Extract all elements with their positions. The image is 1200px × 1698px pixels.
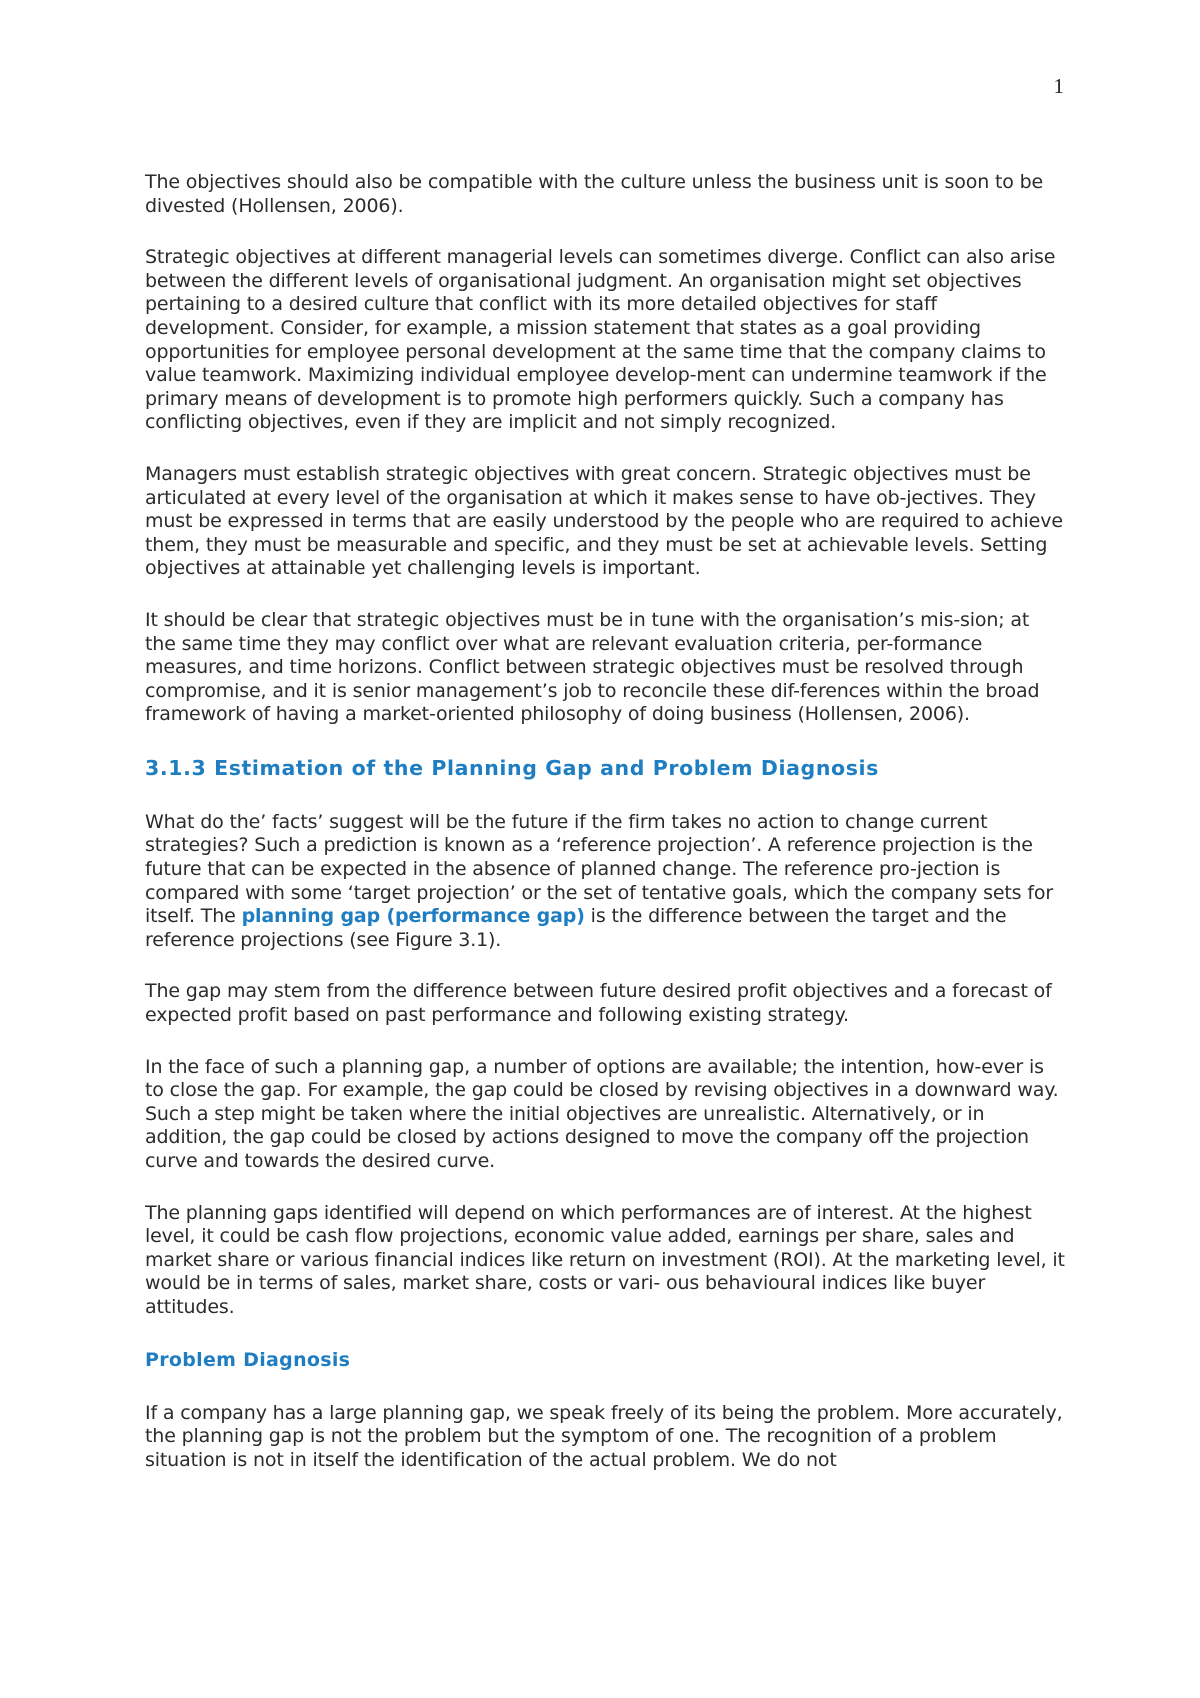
paragraph-culture-compatibility: The objectives should also be compatible with the culture unless the business unit is soon to be divested (Hollensen, 2006). xyxy=(145,171,1044,217)
paragraph-problem-diagnosis: If a company has a large planning gap, we speak freely of its being the problem. More accurately, the planning gap is not the problem but the symptom of one. The recognition of a problem situation is not in itself the identification of the actual problem. We do not xyxy=(145,1401,1063,1471)
paragraph-diverging-objectives: Strategic objectives at different managerial levels can sometimes diverge. Conflict can also arise between the different levels of organisational judgment. An organisation might set objectives pertaining to a desired culture that conflict with its more detailed objectives for staff development. Consider, for example, a mission statement that states as a goal providing opportunities for employee personal development at the same time that the company claims to value teamwork. Maximizing individual employee develop-ment can undermine teamwork if the primary means of development is to promote high performers quickly. Such a company has conflicting objectives, even if they are implicit and not simply recognized. xyxy=(145,246,1056,434)
paragraph-mission-tune: It should be clear that strategic objectives must be in tune with the organisation’s mis-sion; at the same time they may conflict over what are relevant evaluation criteria, per-formance measures, and time horizons. Conflict between strategic objectives must be resolved through compromise, and it is senior management’s job to reconcile these dif-ferences within the broad framework of having a market-oriented philosophy of doing business (Hollensen, 2006). xyxy=(145,608,1040,726)
paragraph-text-after: is the difference between the target and the reference projections (see Figure 3.1). xyxy=(145,905,1007,951)
paragraph-establish-objectives: Managers must establish strategic objectives with great concern. Strategic objectives must be articulated at every level of the organisation at which it makes sense to have ob-jectives. They must be expressed in terms that are easily understood by the people who are required to achieve them, they must be measurable and specific, and they must be set at achievable levels. Setting objectives at attainable yet challenging levels is important. xyxy=(145,462,1063,580)
paragraph-reference-projection xyxy=(145,811,1065,953)
planning-gap-term: planning gap (performance gap) xyxy=(241,905,585,928)
section-heading-planning-gap: 3.1.3 Estimation of the Planning Gap and Problem Diagnosis xyxy=(145,755,879,780)
paragraph-performance-levels: The planning gaps identified will depend on which performances are of interest. At the highest level, it could be cash flow projections, economic value added, earnings per share, sales and market share or various financial indices like return on investment (ROI). At the marketing level, it would be in terms of sales, market share, costs or vari- ous behavioural indices like buyer attitudes. xyxy=(145,1201,1065,1318)
subheading-problem-diagnosis: Problem Diagnosis xyxy=(145,1348,351,1371)
paragraph-closing-gap: In the face of such a planning gap, a number of options are available; the intention, how-ever is to close the gap. For example, the gap could be closed by revising objectives in a downward way. Such a step might be taken where the initial objectives are unrealistic. Alternatively, or in addition, the gap could be closed by actions designed to move the company off the projection curve and towards the desired curve. xyxy=(145,1055,1059,1172)
document-body xyxy=(145,171,1065,1500)
page-number: 1 xyxy=(1053,74,1064,98)
paragraph-text-before: What do the’ facts’ suggest will be the future if the firm takes no action to change current strategies? Such a prediction is known as a ‘reference projection’. A reference projection is the future that can be expected in the absence of planned change. The reference pro-jection is compared with some ‘target projection’ or the set of tentative goals, which the company sets for itself. The xyxy=(145,810,1054,928)
paragraph-gap-origin: The gap may stem from the difference between future desired profit objectives and a forecast of expected profit based on past performance and following existing strategy. xyxy=(145,980,1052,1027)
